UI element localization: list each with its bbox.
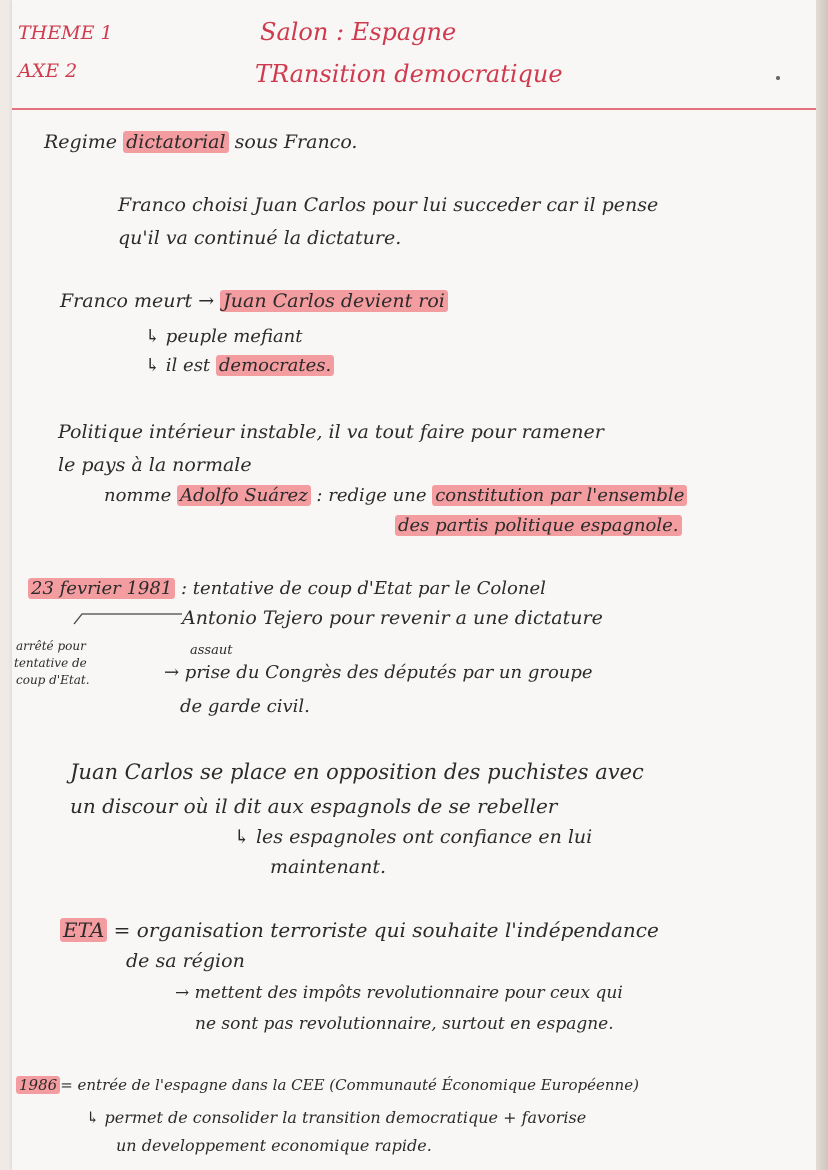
header-rule (12, 108, 816, 110)
politique-line-3 (104, 487, 687, 505)
eta-line-3: → mettent des impôts revolutionnaire pour ceux qui (175, 983, 623, 1003)
choix-line-1: Franco choisi Juan Carlos pour lui succeder car il pense (118, 194, 659, 216)
side-note-3: coup d'Etat. (16, 673, 90, 687)
coup-line-1-text: : tentative de coup d'Etat par le Colonel (181, 578, 546, 599)
politique-line-4 (395, 517, 682, 535)
regime-line (44, 133, 357, 152)
regime-highlight: dictatorial (123, 131, 228, 153)
eta-line-1 (60, 920, 659, 940)
mort-item-2-highlight: democrates. (216, 355, 334, 376)
mort-item-2 (145, 357, 334, 375)
nomme-highlight: Adolfo Suárez (177, 485, 311, 506)
prise-line: → prise du Congrès des députés par un groupe (164, 662, 593, 683)
side-note-1: arrêté pour (16, 639, 86, 653)
partis-highlight: des partis politique espagnole. (395, 515, 682, 536)
mort-item-2-prefix: ↳ il est (145, 355, 211, 376)
ink-dot (776, 76, 780, 80)
eta-highlight: ETA (60, 918, 107, 942)
jc-line-4: maintenant. (270, 856, 387, 878)
politique-line-1: Politique intérieur instable, il va tout faire pour ramener (58, 421, 604, 443)
regime-prefix: Regime (44, 131, 118, 153)
redige-highlight: constitution par l'ensemble (432, 485, 687, 506)
mort-highlight: Juan Carlos devient roi (220, 290, 448, 312)
cee-line-2: ↳ permet de consolider la transition democratique + favorise (86, 1108, 587, 1127)
jc-line-2: un discour où il dit aux espagnols de se rebeller (70, 794, 558, 818)
prise-line-2: de garde civil. (180, 696, 310, 717)
jc-line-1: Juan Carlos se place en opposition des puchistes avec (70, 760, 644, 784)
coup-line-1 (28, 580, 546, 598)
theme-label: THEME 1 (18, 22, 113, 44)
page-edge (816, 0, 828, 1170)
coup-date-highlight: 23 fevrier 1981 (28, 578, 175, 599)
coup-line-2: Antonio Tejero pour revenir a une dictature (182, 607, 603, 629)
eta-line-2: de sa région (126, 950, 245, 972)
mort-prefix: Franco meurt → (60, 290, 215, 312)
cee-line-1 (16, 1078, 639, 1093)
eta-line-4: ne sont pas revolutionnaire, surtout en espagne. (195, 1014, 614, 1034)
nomme-prefix: nomme (104, 485, 172, 506)
side-note-connector (72, 608, 192, 628)
assaut-note: assaut (190, 643, 233, 658)
side-note-2: tentative de (14, 656, 87, 670)
jc-line-3: ↳ les espagnoles ont confiance en lui (234, 826, 593, 848)
mort-line (60, 292, 448, 311)
eta-line-1-text: = organisation terroriste qui souhaite l'indépendance (113, 918, 659, 942)
politique-line-2: le pays à la normale (58, 454, 252, 476)
cee-year-highlight: 1986 (16, 1076, 60, 1094)
regime-suffix: sous Franco. (234, 131, 358, 153)
mort-item-1: ↳ peuple mefiant (145, 326, 303, 347)
choix-line-2: qu'il va continué la dictature. (118, 227, 402, 249)
cee-line-3: un developpement economique rapide. (116, 1136, 432, 1155)
redige-prefix: : redige une (316, 485, 427, 506)
salon-title: Salon : Espagne (260, 18, 457, 46)
axe-label: AXE 2 (18, 60, 78, 82)
page-title: TRansition democratique (255, 60, 563, 88)
cee-line-1-text: = entrée de l'espagne dans la CEE (Communauté Économique Européenne) (60, 1076, 639, 1094)
